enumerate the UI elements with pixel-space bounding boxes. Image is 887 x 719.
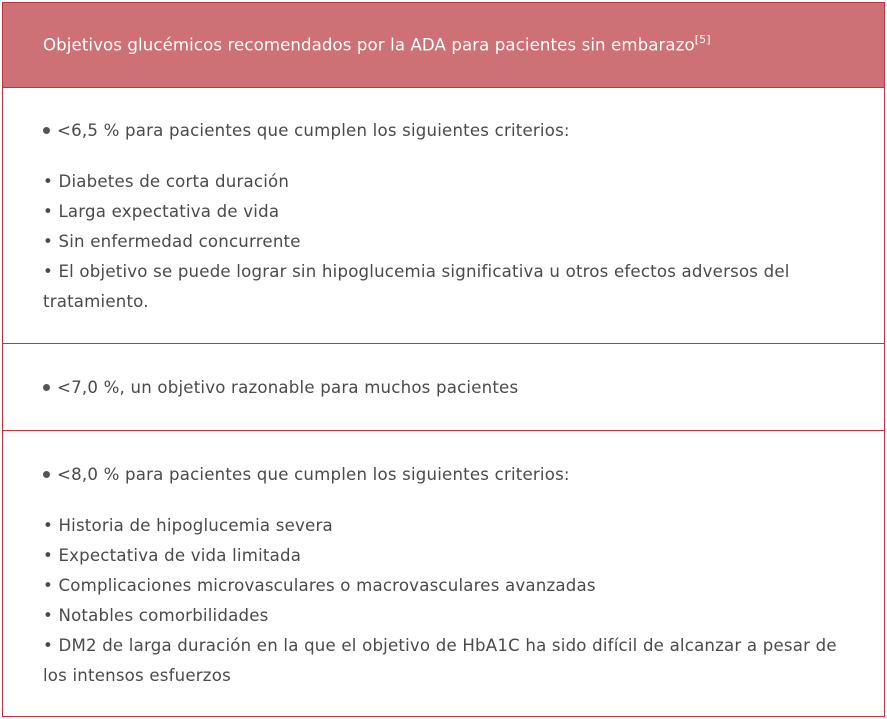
bullet-icon bbox=[43, 127, 50, 134]
list-item: • Historia de hipoglucemia severa bbox=[43, 516, 333, 535]
list-item: • DM2 de larga duración en la que el objetivo de HbA1C ha sido difícil de alcanzar a pesar de los intensos esfuerzos bbox=[43, 636, 837, 685]
row-lead bbox=[43, 376, 844, 400]
list-item: • Complicaciones microvasculares o macrovasculares avanzadas bbox=[43, 576, 596, 595]
table-row bbox=[3, 88, 884, 344]
reference-link[interactable]: [5] bbox=[694, 33, 711, 46]
table-row bbox=[3, 431, 884, 716]
row-lead-text: <7,0 %, un objetivo razonable para muchos pacientes bbox=[57, 378, 519, 397]
table-title: Objetivos glucémicos recomendados por la ADA para pacientes sin embarazo bbox=[43, 35, 695, 55]
bullet-icon bbox=[43, 384, 50, 391]
criteria-list bbox=[43, 511, 844, 691]
row-lead bbox=[43, 463, 844, 487]
table-row bbox=[3, 344, 884, 431]
bullet-icon bbox=[43, 471, 50, 478]
criteria-list bbox=[43, 167, 844, 317]
list-item: • Sin enfermedad concurrente bbox=[43, 232, 301, 251]
list-item: • Larga expectativa de vida bbox=[43, 202, 280, 221]
row-lead-text: <8,0 % para pacientes que cumplen los siguientes criterios: bbox=[57, 465, 570, 484]
list-item: • El objetivo se puede lograr sin hipoglucemia significativa u otros efectos adversos del tratamiento. bbox=[43, 262, 790, 311]
row-lead-text: <6,5 % para pacientes que cumplen los siguientes criterios: bbox=[57, 121, 570, 140]
row-lead bbox=[43, 119, 844, 143]
list-item: • Notables comorbilidades bbox=[43, 606, 269, 625]
glycemic-targets-table bbox=[2, 2, 885, 717]
list-item: • Expectativa de vida limitada bbox=[43, 546, 302, 565]
table-header bbox=[3, 3, 884, 88]
list-item: • Diabetes de corta duración bbox=[43, 172, 290, 191]
